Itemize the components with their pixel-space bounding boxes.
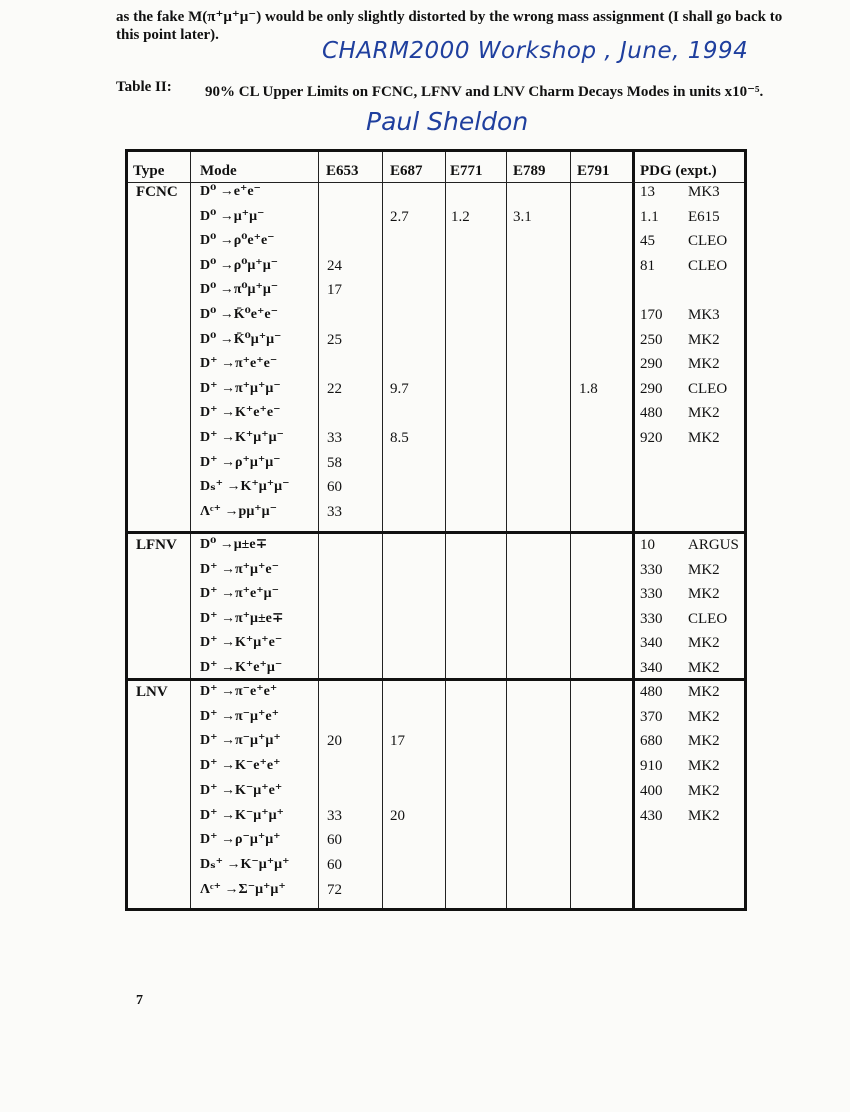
pdg-value-cell: 290 <box>640 356 663 372</box>
pdg-value-cell: 330 <box>640 562 663 578</box>
section-type-label: FCNC <box>136 184 178 200</box>
pdg-experiment-cell: MK2 <box>688 586 720 602</box>
e687-cell: 2.7 <box>390 209 409 225</box>
mode-cell: D⁺ →K⁻μ⁺e⁺ <box>200 783 283 798</box>
mode-cell: D⁺ →ρ⁺μ⁺μ⁻ <box>200 455 281 470</box>
mode-cell: Λᶜ⁺ →pμ⁺μ⁻ <box>200 504 277 519</box>
mode-cell: Dₛ⁺ →K⁺μ⁺μ⁻ <box>200 479 290 494</box>
mode-cell: D⁰ →μ±e∓ <box>200 537 268 552</box>
pdg-value-cell: 45 <box>640 233 655 249</box>
pdg-value-cell: 680 <box>640 733 663 749</box>
pdg-value-cell: 430 <box>640 808 663 824</box>
pdg-experiment-cell: MK2 <box>688 758 720 774</box>
pdg-experiment-cell: MK2 <box>688 405 720 421</box>
e653-cell: 20 <box>327 733 342 749</box>
pdg-experiment-cell: E615 <box>688 209 720 225</box>
table-column-divider <box>570 152 571 908</box>
e687-cell: 17 <box>390 733 405 749</box>
pdg-value-cell: 170 <box>640 307 663 323</box>
table-column-divider <box>445 152 446 908</box>
section-type-label: LFNV <box>136 537 177 553</box>
pdg-value-cell: 400 <box>640 783 663 799</box>
pdg-value-cell: 330 <box>640 586 663 602</box>
pdg-experiment-cell: MK2 <box>688 684 720 700</box>
pdg-value-cell: 340 <box>640 660 663 676</box>
e771-cell: 1.2 <box>451 209 470 225</box>
column-header-type: Type <box>133 163 165 179</box>
pdg-experiment-cell: MK2 <box>688 733 720 749</box>
pdg-value-cell: 1.1 <box>640 209 659 225</box>
mode-cell: D⁰ →ρ⁰e⁺e⁻ <box>200 233 275 248</box>
e687-cell: 9.7 <box>390 381 409 397</box>
e653-cell: 33 <box>327 808 342 824</box>
column-header-e771: E771 <box>450 163 483 179</box>
mode-cell: D⁺ →ρ⁻μ⁺μ⁺ <box>200 832 281 847</box>
intro-paragraph: as the fake M(π⁺μ⁺μ⁻) would be only slightly distorted by the wrong mass assignment (I shall go back to this point later). <box>116 9 783 43</box>
e653-cell: 60 <box>327 857 342 873</box>
column-header-e789: E789 <box>513 163 546 179</box>
table-caption: 90% CL Upper Limits on FCNC, LFNV and LNV Charm Decays Modes in units x10⁻⁵. <box>205 84 764 100</box>
mode-cell: D⁰ →π⁰μ⁺μ⁻ <box>200 282 279 297</box>
table-column-divider <box>382 152 383 908</box>
column-header-mode: Mode <box>200 163 237 179</box>
pdg-value-cell: 13 <box>640 184 655 200</box>
pdg-experiment-cell: MK3 <box>688 184 720 200</box>
pdg-value-cell: 290 <box>640 381 663 397</box>
pdg-experiment-cell: MK2 <box>688 783 720 799</box>
column-header-e653: E653 <box>326 163 359 179</box>
column-header-e791: E791 <box>577 163 610 179</box>
mode-cell: D⁺ →π⁻μ⁺e⁺ <box>200 709 279 724</box>
pdg-value-cell: 330 <box>640 611 663 627</box>
pdg-value-cell: 480 <box>640 684 663 700</box>
e653-cell: 60 <box>327 832 342 848</box>
e653-cell: 60 <box>327 479 342 495</box>
handwritten-author-note: Paul Sheldon <box>366 107 529 136</box>
pdg-experiment-cell: MK2 <box>688 430 720 446</box>
e653-cell: 22 <box>327 381 342 397</box>
pdg-experiment-cell: MK2 <box>688 660 720 676</box>
pdg-value-cell: 370 <box>640 709 663 725</box>
section-separator <box>128 531 744 534</box>
mode-cell: D⁺ →π⁺μ±e∓ <box>200 611 284 626</box>
e653-cell: 33 <box>327 504 342 520</box>
section-type-label: LNV <box>136 684 168 700</box>
table-column-divider <box>190 152 191 908</box>
mode-cell: D⁺ →K⁺e⁺μ⁻ <box>200 660 283 675</box>
mode-cell: D⁺ →π⁺e⁺e⁻ <box>200 356 278 371</box>
mode-cell: D⁰ →μ⁺μ⁻ <box>200 209 265 224</box>
table-column-divider <box>506 152 507 908</box>
mode-cell: D⁺ →π⁻e⁺e⁺ <box>200 684 278 699</box>
pdg-value-cell: 340 <box>640 635 663 651</box>
e687-cell: 8.5 <box>390 430 409 446</box>
pdg-experiment-cell: MK2 <box>688 356 720 372</box>
mode-cell: D⁺ →π⁺μ⁺μ⁻ <box>200 381 281 396</box>
pdg-value-cell: 920 <box>640 430 663 446</box>
pdg-experiment-cell: MK2 <box>688 635 720 651</box>
pdg-value-cell: 10 <box>640 537 655 553</box>
pdg-experiment-cell: ARGUS <box>688 537 739 553</box>
pdg-value-cell: 81 <box>640 258 655 274</box>
mode-cell: D⁺ →π⁺μ⁺e⁻ <box>200 562 279 577</box>
pdg-value-cell: 480 <box>640 405 663 421</box>
e653-cell: 25 <box>327 332 342 348</box>
mode-cell: D⁰ →ρ⁰μ⁺μ⁻ <box>200 258 279 273</box>
mode-cell: Dₛ⁺ →K⁻μ⁺μ⁺ <box>200 857 290 872</box>
table-column-divider <box>632 152 635 908</box>
mode-cell: D⁰ →K̄⁰μ⁺μ⁻ <box>200 332 282 347</box>
pdg-experiment-cell: MK2 <box>688 332 720 348</box>
pdg-value-cell: 250 <box>640 332 663 348</box>
e653-cell: 17 <box>327 282 342 298</box>
mode-cell: D⁺ →K⁺μ⁺μ⁻ <box>200 430 284 445</box>
e653-cell: 24 <box>327 258 342 274</box>
mode-cell: D⁺ →K⁻e⁺e⁺ <box>200 758 281 773</box>
e653-cell: 58 <box>327 455 342 471</box>
column-header-pdg: PDG (expt.) <box>640 163 717 179</box>
mode-cell: D⁰ →e⁺e⁻ <box>200 184 261 199</box>
e789-cell: 3.1 <box>513 209 532 225</box>
pdg-experiment-cell: MK2 <box>688 808 720 824</box>
pdg-experiment-cell: CLEO <box>688 611 728 627</box>
pdg-value-cell: 910 <box>640 758 663 774</box>
column-header-e687: E687 <box>390 163 423 179</box>
mode-cell: D⁰ →K̄⁰e⁺e⁻ <box>200 307 278 322</box>
section-separator <box>128 678 744 681</box>
mode-cell: D⁺ →K⁺e⁺e⁻ <box>200 405 281 420</box>
mode-cell: Λᶜ⁺ →Σ⁻μ⁺μ⁺ <box>200 882 286 897</box>
mode-cell: D⁺ →K⁺μ⁺e⁻ <box>200 635 283 650</box>
mode-cell: D⁺ →K⁻μ⁺μ⁺ <box>200 808 284 823</box>
page-number: 7 <box>136 993 143 1008</box>
handwritten-workshop-note: CHARM2000 Workshop , June, 1994 <box>322 38 749 64</box>
e791-cell: 1.8 <box>579 381 598 397</box>
mode-cell: D⁺ →π⁺e⁺μ⁻ <box>200 586 279 601</box>
pdg-experiment-cell: CLEO <box>688 381 728 397</box>
e653-cell: 33 <box>327 430 342 446</box>
table-label: Table II: <box>116 79 172 95</box>
pdg-experiment-cell: MK3 <box>688 307 720 323</box>
pdg-experiment-cell: CLEO <box>688 258 728 274</box>
table-column-divider <box>318 152 319 908</box>
pdg-experiment-cell: CLEO <box>688 233 728 249</box>
e653-cell: 72 <box>327 882 342 898</box>
e687-cell: 20 <box>390 808 405 824</box>
pdg-experiment-cell: MK2 <box>688 562 720 578</box>
pdg-experiment-cell: MK2 <box>688 709 720 725</box>
mode-cell: D⁺ →π⁻μ⁺μ⁺ <box>200 733 281 748</box>
